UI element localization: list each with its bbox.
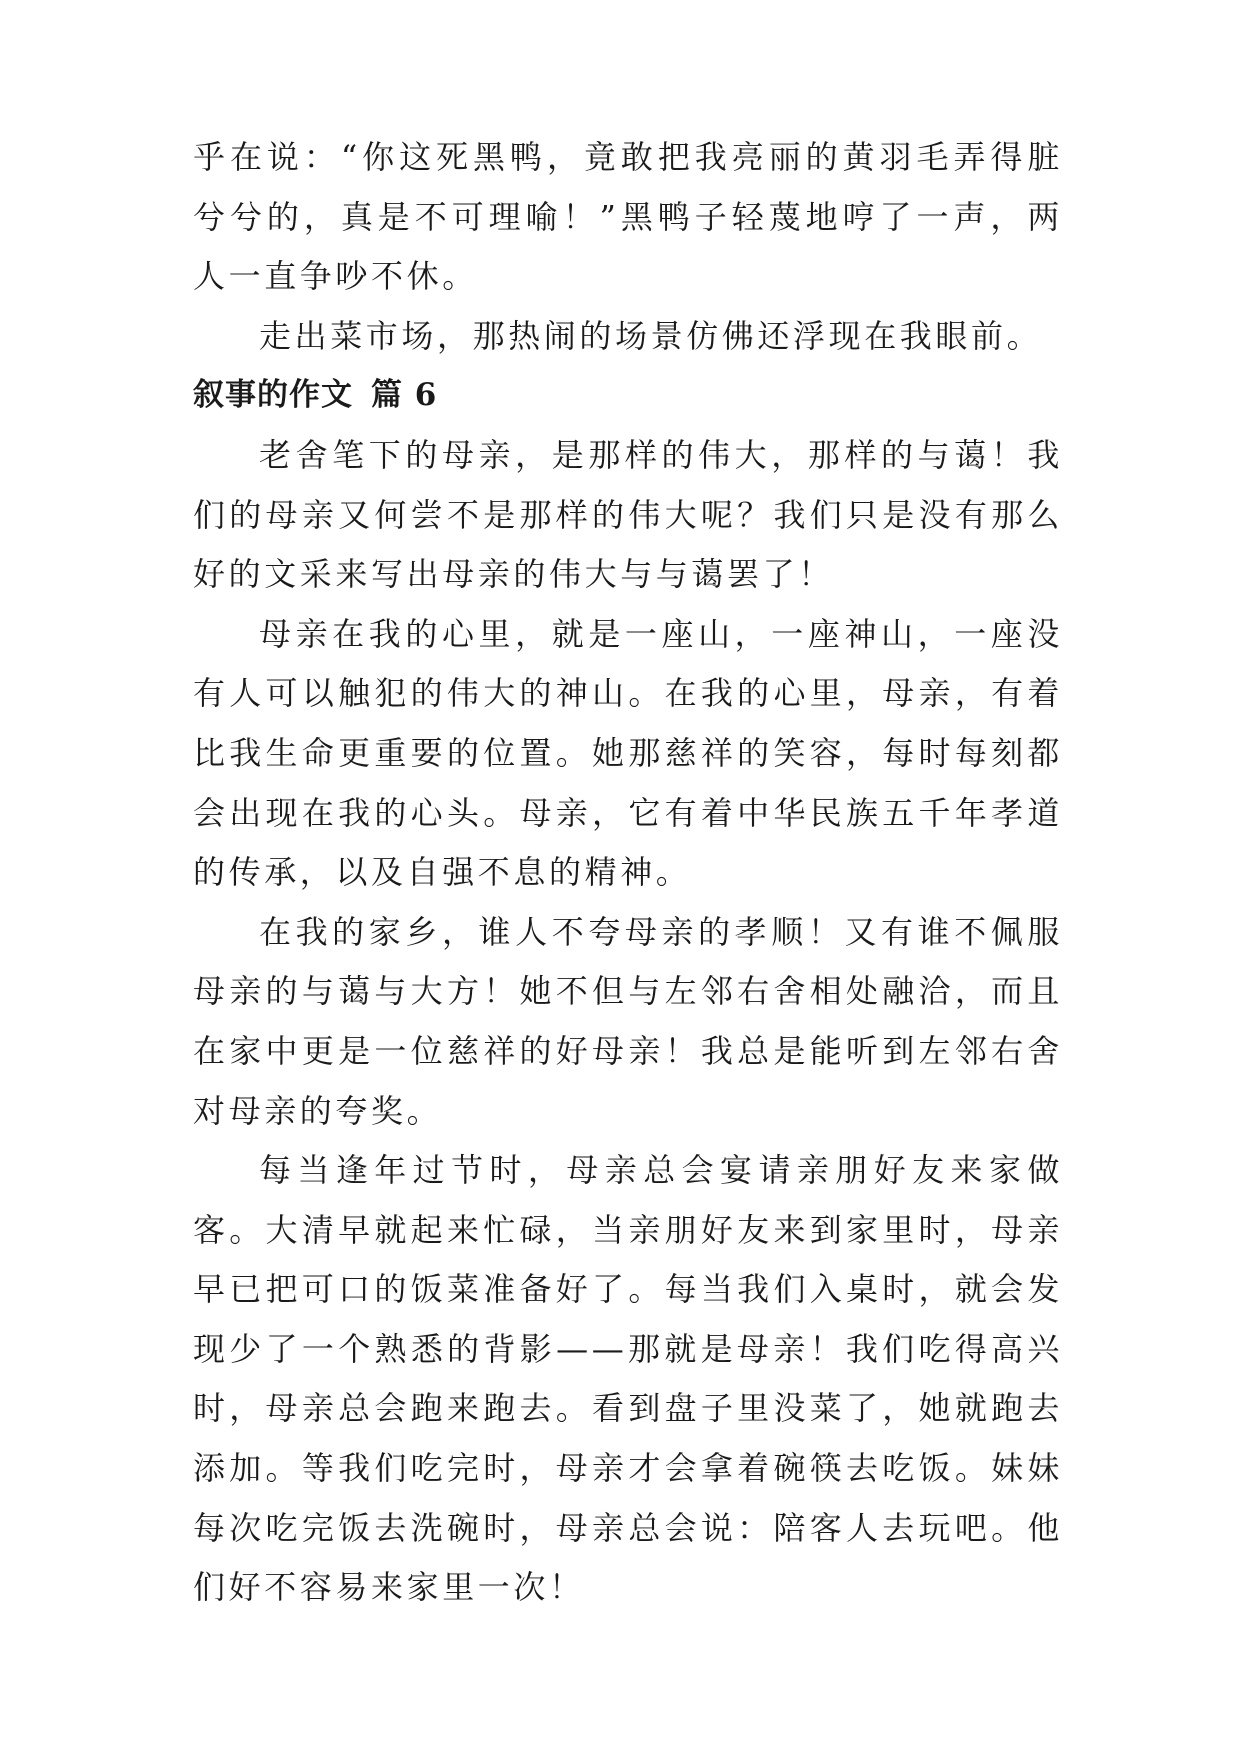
paragraph-6: 每当逢年过节时，母亲总会宴请亲朋好友来家做客。大清早就起来忙碌，当亲朋好友来到家里时，母亲早已把可口的饭菜准备好了。每当我们入桌时，就会发现少了一个熟悉的背影——那就是母亲！我们吃得高兴时，母亲总会跑来跑去。看到盘子里没菜了，她就跑去添加。等我们吃完时，母亲才会拿着碗筷去吃饭。妹妹每次吃完饭去洗碗时，母亲总会说：陪客人去玩吧。他们好不容易来家里一次！ [193, 1151, 1063, 1607]
paragraph-3: 老舍笔下的母亲，是那样的伟大，那样的与蔼！我们的母亲又何尝不是那样的伟大呢？我们只是没有那么好的文采来写出母亲的伟大与与蔼罢了！ [193, 435, 1063, 594]
paragraph-2: 走出菜市场，那热闹的场景仿佛还浮现在我眼前。 [259, 316, 1043, 355]
section-heading-title: 叙事的作文 [193, 377, 353, 414]
paragraph-5: 在我的家乡，谁人不夸母亲的孝顺！又有谁不佩服母亲的与蔼与大方！她不但与左邻右舍相处融洽，而且在家中更是一位慈祥的好母亲！我总是能听到左邻右舍对母亲的夸奖。 [193, 912, 1063, 1130]
paragraph-4: 母亲在我的心里，就是一座山，一座神山，一座没有人可以触犯的伟大的神山。在我的心里，母亲，有着比我生命更重要的位置。她那慈祥的笑容，每时每刻都会出现在我的心头。母亲，它有着中华民族五千年孝道的传承，以及自强不息的精神。 [193, 614, 1063, 892]
text-column [193, 128, 1063, 1618]
paragraph-1: 乎在说：“你这死黑鸭，竟敢把我亮丽的黄羽毛弄得脏兮兮的，真是不可理喻！”黑鸭子轻蔑地哼了一声，两人一直争吵不休。 [193, 138, 1063, 296]
section-heading [193, 366, 1063, 426]
section-heading-number: 篇 6 [371, 377, 438, 414]
